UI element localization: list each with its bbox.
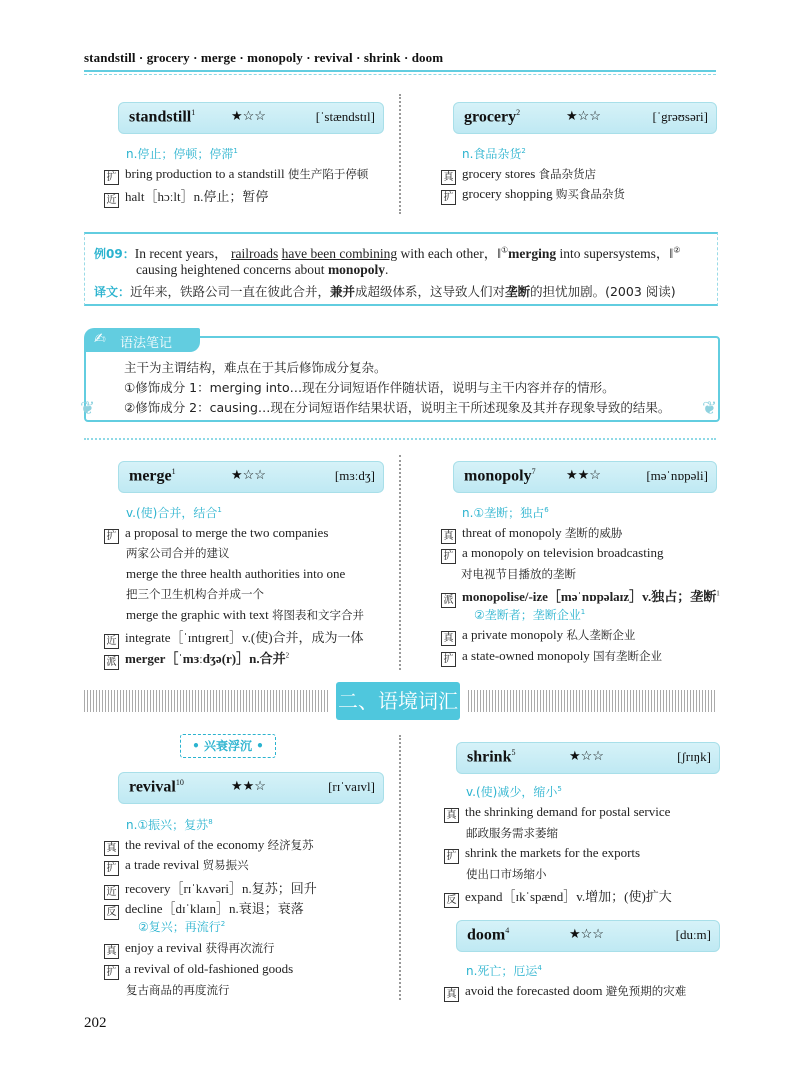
- frequency-stars: ★☆☆: [231, 468, 266, 483]
- tag-icon: 扩: [441, 549, 456, 564]
- usage-line: 邮政服务需求萎缩: [466, 826, 558, 840]
- definition: n.①垄断；独占$^6$: [462, 506, 549, 520]
- usage-line: 使出口市场缩小: [466, 867, 547, 881]
- tag-icon: 扩: [441, 652, 456, 667]
- tag-icon: 真: [444, 987, 459, 1002]
- tag-icon: 反: [444, 893, 459, 908]
- example-line-2: causing heightened concerns about monopoly.: [136, 262, 389, 277]
- headword: standstill$^1$: [129, 108, 196, 126]
- phonetic: [mɜːdʒ]: [334, 468, 375, 483]
- column-divider: [399, 455, 407, 670]
- usage-line: 近 recovery［rɪˈkʌvəri］n.复苏；回升: [104, 878, 317, 900]
- headword-box-standstill: [118, 102, 384, 134]
- headword-box-grocery: [453, 102, 717, 134]
- usage-line: 反 expand［ɪkˈspænd］v.增加；(使)扩大: [444, 886, 672, 908]
- headword: monopoly$^7$: [464, 467, 536, 485]
- note-line: 主干为主谓结构，难点在于其后修饰成分复杂。: [124, 360, 387, 375]
- tag-icon: 扩: [104, 529, 119, 544]
- phonetic: [ʃrɪŋk]: [677, 749, 711, 764]
- ornament-icon: ❦: [702, 398, 718, 419]
- headword-box-shrink: [456, 742, 720, 774]
- column-divider: [399, 94, 407, 214]
- headword: revival$^{10}$: [129, 778, 184, 796]
- headword-box-revival: [118, 772, 384, 804]
- headword-box-monopoly: [453, 461, 717, 493]
- usage-line: 扩 a revival of old-fashioned goods: [104, 961, 293, 980]
- tag-icon: 近: [104, 885, 119, 900]
- tag-icon: 真: [441, 529, 456, 544]
- tag-icon: 扩: [104, 170, 119, 185]
- example-line-1: 例09：In recent years， railroads have been combining with each other，‖①merging into supersystems，‖②: [94, 245, 681, 261]
- tag-icon: 近: [104, 634, 119, 649]
- section-stripe-left: [84, 690, 328, 712]
- tag-icon: 真: [104, 841, 119, 856]
- section-heading: 二、语境词汇: [336, 682, 460, 720]
- grammar-note-title: ✍ 语法笔记: [84, 328, 200, 352]
- definition: n.死亡；厄运$^4$: [466, 964, 542, 978]
- note-line: ①修饰成分 1：merging into…现在分词短语作伴随状语，说明与主干内容并存的情形。: [124, 380, 615, 395]
- usage-line: 反 decline［dɪˈklaɪn］n.衰退；衰落: [104, 898, 304, 920]
- tag-icon: 真: [441, 170, 456, 185]
- tag-icon: 真: [444, 808, 459, 823]
- tag-icon: 真: [441, 631, 456, 646]
- phonetic: [ˈstændstɪl]: [315, 109, 375, 124]
- frequency-stars: ★☆☆: [566, 109, 601, 124]
- usage-line: 扩 bring production to a standstill 使生产陷于停顿: [104, 166, 368, 185]
- frequency-stars: ★★☆: [231, 779, 266, 794]
- note-line: ②修饰成分 2：causing…现在分词短语作结果状语，说明主干所述现象及其并存现象导致的结果。: [124, 400, 671, 415]
- tag-icon: 近: [104, 193, 119, 208]
- definition: n.①振兴；复苏$^8$: [126, 818, 213, 832]
- tag-icon: 扩: [441, 190, 456, 205]
- header-rule: [84, 70, 716, 72]
- definition: v.(使)合并，结合$^1$: [126, 506, 222, 520]
- headword: shrink$^5$: [467, 748, 516, 766]
- definition: ②复兴；再流行$^2$: [138, 920, 226, 934]
- usage-line: 派 merger［ˈmɜːdʒə(r)］n.合并$^2$: [104, 648, 289, 670]
- tag-icon: 扩: [444, 849, 459, 864]
- usage-line: 派 monopolise/-ize［məˈnɒpəlaɪz］v.独占；垄断$^1$: [441, 586, 720, 608]
- ornament-icon: ❦: [80, 398, 96, 419]
- phonetic: [rɪˈvaɪvl]: [328, 779, 375, 794]
- definition: n.停止；停顿；停滞$^1$: [126, 147, 238, 161]
- usage-line: 真 a private monopoly 私人垄断企业: [441, 627, 635, 646]
- header-rule-dashed: [84, 74, 716, 76]
- usage-line: 近 integrate［ˈɪntɪgreɪt］v.(使)合并，成为一体: [104, 627, 364, 649]
- headword: grocery$^2$: [464, 108, 521, 126]
- usage-line: 真 threat of monopoly 垄断的威胁: [441, 525, 622, 544]
- usage-line: 扩 a trade revival 贸易振兴: [104, 857, 249, 876]
- example-translation: 译文：近年来，铁路公司一直在彼此合并，兼并成超级体系，这导致人们对垄断的担忧加剧。(2003 阅读): [94, 284, 676, 299]
- usage-line: 两家公司合并的建议: [126, 546, 230, 560]
- headword-box-doom: [456, 920, 720, 952]
- usage-line: 真 avoid the forecasted doom 避免预期的灾难: [444, 983, 686, 1002]
- usage-line: 扩 grocery shopping 购买食品杂货: [441, 186, 625, 205]
- usage-line: merge the graphic with text 将图表和文字合并: [126, 607, 364, 622]
- section-divider: [84, 438, 716, 440]
- phonetic: [duːm]: [675, 927, 711, 942]
- frequency-stars: ★☆☆: [569, 749, 604, 764]
- usage-line: 对电视节目播放的垄断: [461, 567, 576, 581]
- definition: n.食品杂货$^2$: [462, 147, 526, 161]
- definition: v.(使)减少，缩小$^5$: [466, 785, 562, 799]
- tag-icon: 扩: [104, 965, 119, 980]
- phonetic: [məˈnɒpəli]: [646, 468, 708, 483]
- tag-icon: 反: [104, 905, 119, 920]
- running-header: standstill · grocery · merge · monopoly · revival · shrink · doom: [84, 50, 444, 65]
- theme-label: • 兴衰浮沉 •: [180, 734, 276, 758]
- usage-line: 复古商品的再度流行: [126, 983, 230, 997]
- headword: doom$^4$: [467, 926, 510, 944]
- definition: ②垄断者；垄断企业$^1$: [474, 608, 586, 622]
- tag-icon: 真: [104, 944, 119, 959]
- frequency-stars: ★☆☆: [231, 109, 266, 124]
- frequency-stars: ★☆☆: [569, 927, 604, 942]
- usage-line: 近 halt［hɔːlt］n.停止；暂停: [104, 186, 268, 208]
- usage-line: 扩 shrink the markets for the exports: [444, 845, 640, 864]
- usage-line: 扩 a state-owned monopoly 国有垄断企业: [441, 648, 662, 667]
- usage-line: 把三个卫生机构合并成一个: [126, 587, 264, 601]
- tag-icon: 派: [441, 593, 456, 608]
- tag-icon: 扩: [104, 861, 119, 876]
- column-divider: [399, 735, 407, 1000]
- usage-line: 真 grocery stores 食品杂货店: [441, 166, 596, 185]
- phonetic: [ˈgrəʊsəri]: [652, 109, 708, 124]
- pen-icon: ✍: [94, 331, 106, 347]
- usage-line: 扩 a proposal to merge the two companies: [104, 525, 328, 544]
- usage-line: 真 enjoy a revival 获得再次流行: [104, 940, 275, 959]
- section-stripe-right: [468, 690, 716, 712]
- headword: merge$^1$: [129, 467, 176, 485]
- tag-icon: 派: [104, 655, 119, 670]
- page-number: 202: [84, 1015, 107, 1031]
- frequency-stars: ★★☆: [566, 468, 601, 483]
- usage-line: 扩 a monopoly on television broadcasting: [441, 545, 663, 564]
- usage-line: 真 the revival of the economy 经济复苏: [104, 837, 314, 856]
- usage-line: 真 the shrinking demand for postal service: [444, 804, 670, 823]
- headword-box-merge: [118, 461, 384, 493]
- usage-line: merge the three health authorities into one: [126, 566, 346, 581]
